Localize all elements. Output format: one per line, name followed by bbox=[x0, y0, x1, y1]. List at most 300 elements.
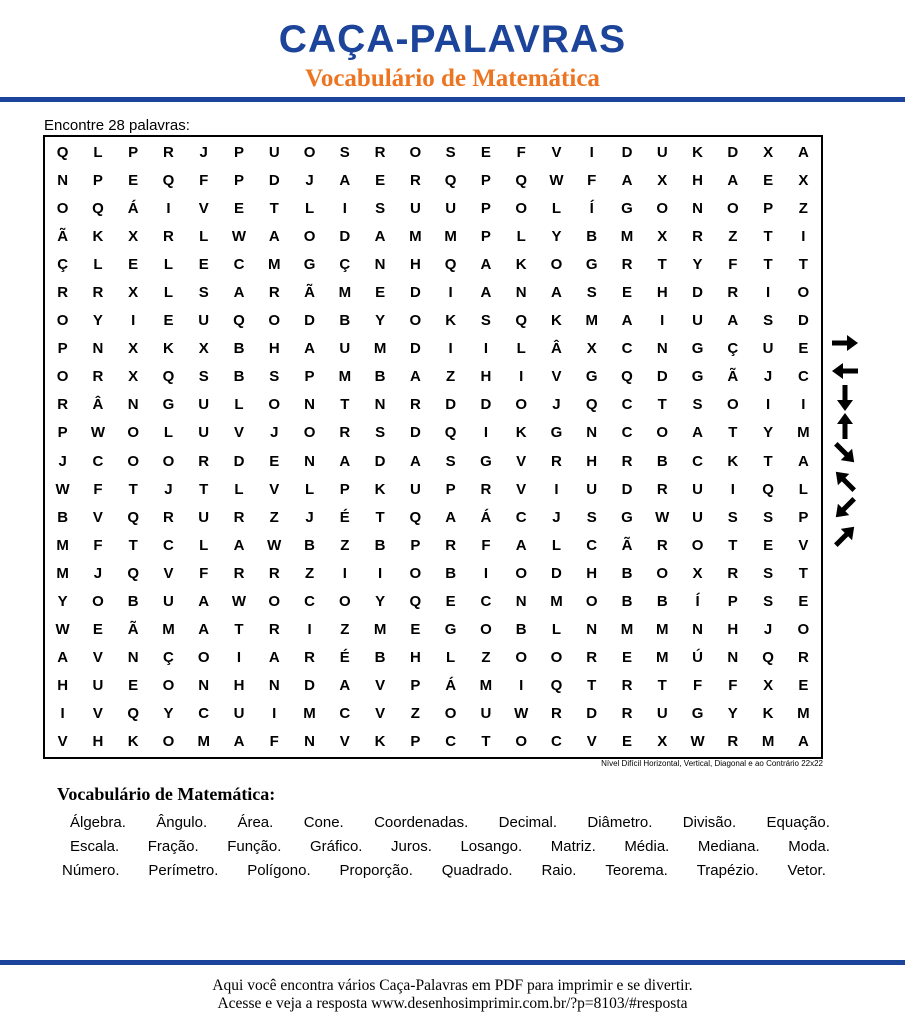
grid-cell[interactable]: V bbox=[586, 733, 597, 751]
grid-cell[interactable]: O bbox=[515, 649, 527, 667]
grid-cell[interactable]: N bbox=[198, 677, 210, 695]
grid-cell[interactable]: O bbox=[56, 312, 69, 330]
grid-cell[interactable]: K bbox=[692, 143, 703, 161]
grid-cell[interactable]: I bbox=[519, 677, 524, 695]
grid-cell[interactable]: R bbox=[163, 508, 174, 526]
grid-cell[interactable]: X bbox=[798, 171, 809, 189]
grid-cell[interactable]: É bbox=[339, 649, 350, 667]
grid-cell[interactable]: O bbox=[515, 396, 527, 414]
grid-cell[interactable]: R bbox=[621, 255, 633, 273]
grid-cell[interactable]: Z bbox=[410, 705, 420, 723]
grid-cell[interactable]: O bbox=[56, 368, 69, 386]
grid-cell[interactable]: G bbox=[691, 368, 704, 386]
grid-cell[interactable]: O bbox=[515, 199, 527, 217]
grid-cell[interactable]: N bbox=[656, 340, 668, 358]
grid-cell[interactable]: Á bbox=[445, 677, 457, 695]
grid-cell[interactable]: K bbox=[727, 452, 739, 470]
grid-cell[interactable]: K bbox=[445, 312, 457, 330]
grid-cell[interactable]: D bbox=[233, 452, 245, 470]
grid-cell[interactable]: R bbox=[621, 705, 633, 723]
grid-cell[interactable]: Y bbox=[57, 592, 68, 610]
grid-cell[interactable]: C bbox=[339, 705, 351, 723]
grid-cell[interactable]: T bbox=[340, 396, 350, 414]
grid-cell[interactable]: T bbox=[798, 255, 808, 273]
grid-cell[interactable]: O bbox=[268, 396, 281, 414]
grid-cell[interactable]: I bbox=[730, 480, 735, 498]
grid-cell[interactable]: Q bbox=[621, 368, 633, 386]
grid-cell[interactable]: B bbox=[233, 340, 245, 358]
grid-cell[interactable]: F bbox=[728, 677, 738, 695]
grid-cell[interactable]: T bbox=[763, 452, 773, 470]
grid-cell[interactable]: D bbox=[409, 340, 421, 358]
grid-cell[interactable]: U bbox=[163, 592, 174, 610]
grid-cell[interactable]: H bbox=[92, 733, 104, 751]
grid-cell[interactable]: O bbox=[656, 564, 669, 582]
grid-cell[interactable]: S bbox=[445, 452, 456, 470]
grid-cell[interactable]: G bbox=[550, 424, 563, 442]
grid-cell[interactable]: Z bbox=[340, 536, 350, 554]
grid-cell[interactable]: B bbox=[515, 621, 527, 639]
grid-cell[interactable]: U bbox=[339, 340, 351, 358]
grid-cell[interactable]: G bbox=[162, 396, 175, 414]
grid-cell[interactable]: V bbox=[92, 649, 103, 667]
grid-cell[interactable]: E bbox=[798, 340, 809, 358]
grid-cell[interactable]: D bbox=[656, 368, 668, 386]
grid-cell[interactable]: L bbox=[551, 621, 562, 639]
grid-cell[interactable]: L bbox=[93, 255, 103, 273]
grid-cell[interactable]: S bbox=[586, 508, 597, 526]
grid-cell[interactable]: M bbox=[56, 564, 69, 582]
grid-cell[interactable]: O bbox=[338, 592, 351, 610]
grid-cell[interactable]: P bbox=[128, 143, 139, 161]
grid-cell[interactable]: U bbox=[480, 705, 492, 723]
grid-cell[interactable]: T bbox=[728, 424, 738, 442]
grid-cell[interactable]: M bbox=[620, 621, 634, 639]
grid-cell[interactable]: Q bbox=[162, 171, 175, 189]
grid-cell[interactable]: A bbox=[797, 143, 809, 161]
grid-cell[interactable]: I bbox=[131, 312, 136, 330]
grid-cell[interactable]: I bbox=[378, 564, 383, 582]
grid-cell[interactable]: I bbox=[801, 227, 806, 245]
grid-cell[interactable]: Y bbox=[163, 705, 174, 723]
grid-cell[interactable]: A bbox=[339, 677, 351, 695]
grid-cell[interactable]: H bbox=[692, 171, 703, 189]
grid-cell[interactable]: N bbox=[268, 677, 280, 695]
grid-cell[interactable]: N bbox=[727, 649, 739, 667]
grid-cell[interactable]: M bbox=[56, 536, 69, 554]
grid-cell[interactable]: M bbox=[409, 227, 422, 245]
grid-cell[interactable]: D bbox=[586, 705, 598, 723]
grid-cell[interactable]: L bbox=[234, 396, 244, 414]
grid-cell[interactable]: T bbox=[657, 396, 667, 414]
grid-cell[interactable]: X bbox=[128, 283, 139, 301]
grid-cell[interactable]: R bbox=[586, 649, 598, 667]
grid-cell[interactable]: G bbox=[303, 255, 316, 273]
grid-cell[interactable]: E bbox=[92, 621, 103, 639]
grid-cell[interactable]: K bbox=[163, 340, 174, 358]
grid-cell[interactable]: F bbox=[692, 677, 703, 695]
grid-cell[interactable]: U bbox=[198, 424, 210, 442]
grid-cell[interactable]: T bbox=[657, 255, 667, 273]
grid-cell[interactable]: R bbox=[727, 733, 739, 751]
grid-cell[interactable]: O bbox=[515, 733, 527, 751]
grid-cell[interactable]: L bbox=[199, 536, 209, 554]
grid-cell[interactable]: U bbox=[692, 508, 703, 526]
grid-cell[interactable]: Q bbox=[409, 592, 422, 610]
grid-cell[interactable]: B bbox=[127, 592, 139, 610]
grid-cell[interactable]: R bbox=[92, 368, 104, 386]
grid-cell[interactable]: M bbox=[761, 733, 775, 751]
grid-cell[interactable]: F bbox=[199, 171, 209, 189]
grid-cell[interactable]: J bbox=[93, 564, 103, 582]
grid-cell[interactable]: B bbox=[374, 649, 386, 667]
grid-cell[interactable]: E bbox=[621, 733, 632, 751]
grid-cell[interactable]: Q bbox=[550, 677, 563, 695]
grid-cell[interactable]: Q bbox=[444, 424, 457, 442]
grid-cell[interactable]: S bbox=[480, 312, 491, 330]
grid-cell[interactable]: R bbox=[727, 564, 739, 582]
grid-cell[interactable]: R bbox=[163, 143, 174, 161]
grid-cell[interactable]: X bbox=[128, 368, 139, 386]
grid-cell[interactable]: Â bbox=[92, 396, 104, 414]
grid-cell[interactable]: M bbox=[197, 733, 210, 751]
grid-cell[interactable]: E bbox=[798, 592, 809, 610]
grid-cell[interactable]: R bbox=[233, 564, 245, 582]
grid-cell[interactable]: C bbox=[551, 733, 562, 751]
grid-cell[interactable]: B bbox=[339, 312, 351, 330]
grid-cell[interactable]: R bbox=[268, 621, 280, 639]
grid-cell[interactable]: K bbox=[515, 255, 527, 273]
grid-cell[interactable]: Y bbox=[92, 312, 103, 330]
grid-cell[interactable]: R bbox=[445, 536, 457, 554]
grid-cell[interactable]: G bbox=[621, 199, 633, 217]
grid-cell[interactable]: T bbox=[234, 621, 244, 639]
grid-cell[interactable]: V bbox=[798, 536, 809, 554]
grid-cell[interactable]: O bbox=[797, 283, 810, 301]
grid-cell[interactable]: N bbox=[92, 340, 104, 358]
grid-cell[interactable]: D bbox=[551, 564, 562, 582]
grid-cell[interactable]: O bbox=[409, 564, 422, 582]
grid-cell[interactable]: D bbox=[304, 312, 315, 330]
grid-cell[interactable]: U bbox=[198, 508, 210, 526]
grid-cell[interactable]: I bbox=[660, 312, 665, 330]
grid-cell[interactable]: V bbox=[92, 705, 103, 723]
grid-cell[interactable]: X bbox=[657, 733, 668, 751]
grid-cell[interactable]: L bbox=[93, 143, 103, 161]
grid-cell[interactable]: I bbox=[519, 368, 524, 386]
grid-cell[interactable]: G bbox=[621, 508, 633, 526]
grid-cell[interactable]: I bbox=[554, 480, 559, 498]
grid-cell[interactable]: D bbox=[621, 480, 633, 498]
grid-cell[interactable]: V bbox=[57, 733, 68, 751]
grid-cell[interactable]: Q bbox=[585, 396, 598, 414]
grid-cell[interactable]: A bbox=[445, 508, 457, 526]
grid-cell[interactable]: P bbox=[233, 171, 244, 189]
grid-cell[interactable]: C bbox=[515, 508, 527, 526]
grid-cell[interactable]: O bbox=[550, 255, 563, 273]
grid-cell[interactable]: T bbox=[199, 480, 209, 498]
grid-cell[interactable]: E bbox=[128, 171, 139, 189]
grid-cell[interactable]: A bbox=[268, 649, 280, 667]
grid-cell[interactable]: O bbox=[726, 396, 739, 414]
grid-cell[interactable]: D bbox=[339, 227, 351, 245]
grid-cell[interactable]: A bbox=[198, 621, 210, 639]
grid-cell[interactable]: N bbox=[127, 649, 139, 667]
grid-cell[interactable]: P bbox=[410, 677, 421, 695]
grid-cell[interactable]: I bbox=[483, 424, 488, 442]
grid-cell[interactable]: N bbox=[586, 621, 598, 639]
grid-cell[interactable]: Y bbox=[692, 255, 703, 273]
grid-cell[interactable]: V bbox=[375, 677, 386, 695]
grid-cell[interactable]: H bbox=[233, 677, 245, 695]
grid-cell[interactable]: M bbox=[550, 592, 563, 610]
grid-cell[interactable]: Ç bbox=[57, 255, 69, 273]
grid-cell[interactable]: E bbox=[375, 171, 386, 189]
grid-cell[interactable]: A bbox=[233, 283, 245, 301]
grid-cell[interactable]: S bbox=[727, 508, 738, 526]
grid-cell[interactable]: V bbox=[269, 480, 280, 498]
grid-cell[interactable]: K bbox=[127, 733, 139, 751]
grid-cell[interactable]: L bbox=[304, 199, 315, 217]
grid-cell[interactable]: X bbox=[763, 143, 774, 161]
grid-cell[interactable]: X bbox=[763, 677, 774, 695]
grid-cell[interactable]: L bbox=[551, 199, 562, 217]
grid-cell[interactable]: J bbox=[305, 171, 314, 189]
grid-cell[interactable]: N bbox=[127, 396, 139, 414]
grid-cell[interactable]: O bbox=[56, 199, 69, 217]
grid-cell[interactable]: I bbox=[589, 143, 594, 161]
grid-cell[interactable]: C bbox=[198, 705, 210, 723]
grid-cell[interactable]: M bbox=[444, 227, 457, 245]
grid-cell[interactable]: C bbox=[692, 452, 703, 470]
grid-cell[interactable]: I bbox=[236, 649, 242, 667]
grid-cell[interactable]: T bbox=[481, 733, 491, 751]
grid-cell[interactable]: O bbox=[656, 199, 669, 217]
grid-cell[interactable]: Z bbox=[340, 621, 350, 639]
grid-cell[interactable]: E bbox=[763, 536, 774, 554]
grid-cell[interactable]: O bbox=[162, 733, 175, 751]
grid-cell[interactable]: E bbox=[269, 452, 280, 470]
grid-cell[interactable]: D bbox=[480, 396, 492, 414]
grid-cell[interactable]: U bbox=[198, 396, 210, 414]
grid-cell[interactable]: I bbox=[307, 621, 312, 639]
grid-cell[interactable]: Q bbox=[162, 368, 175, 386]
grid-cell[interactable]: Q bbox=[515, 312, 527, 330]
grid-cell[interactable]: H bbox=[57, 677, 69, 695]
grid-cell[interactable]: V bbox=[163, 564, 174, 582]
grid-cell[interactable]: L bbox=[798, 480, 808, 498]
grid-cell[interactable]: R bbox=[233, 508, 245, 526]
grid-cell[interactable]: B bbox=[621, 592, 633, 610]
grid-cell[interactable]: R bbox=[797, 649, 809, 667]
grid-cell[interactable]: R bbox=[163, 227, 174, 245]
grid-cell[interactable]: R bbox=[692, 227, 703, 245]
grid-cell[interactable]: M bbox=[656, 649, 669, 667]
grid-cell[interactable]: A bbox=[727, 171, 739, 189]
grid-cell[interactable]: M bbox=[797, 705, 810, 723]
grid-cell[interactable]: P bbox=[57, 424, 68, 442]
grid-cell[interactable]: B bbox=[621, 564, 633, 582]
grid-cell[interactable]: V bbox=[551, 368, 562, 386]
grid-cell[interactable]: R bbox=[304, 649, 315, 667]
grid-cell[interactable]: M bbox=[585, 312, 598, 330]
grid-cell[interactable]: P bbox=[57, 340, 68, 358]
grid-cell[interactable]: H bbox=[480, 368, 492, 386]
grid-cell[interactable]: G bbox=[691, 705, 704, 723]
grid-cell[interactable]: Ã bbox=[621, 536, 633, 554]
grid-cell[interactable]: S bbox=[763, 508, 774, 526]
grid-cell[interactable]: J bbox=[305, 508, 314, 526]
grid-cell[interactable]: É bbox=[339, 508, 350, 526]
grid-cell[interactable]: E bbox=[480, 143, 491, 161]
grid-cell[interactable]: F bbox=[199, 564, 209, 582]
grid-cell[interactable]: P bbox=[339, 480, 350, 498]
grid-cell[interactable]: R bbox=[409, 171, 421, 189]
grid-cell[interactable]: K bbox=[374, 480, 386, 498]
grid-cell[interactable]: K bbox=[762, 705, 774, 723]
grid-cell[interactable]: Í bbox=[589, 199, 594, 217]
grid-cell[interactable]: Z bbox=[269, 508, 279, 526]
grid-cell[interactable]: K bbox=[374, 733, 386, 751]
grid-cell[interactable]: J bbox=[552, 508, 561, 526]
grid-cell[interactable]: M bbox=[373, 340, 387, 358]
grid-cell[interactable]: R bbox=[480, 480, 492, 498]
grid-cell[interactable]: P bbox=[480, 199, 491, 217]
grid-cell[interactable]: X bbox=[198, 340, 209, 358]
grid-cell[interactable]: P bbox=[798, 508, 809, 526]
grid-cell[interactable]: O bbox=[550, 649, 563, 667]
grid-cell[interactable]: O bbox=[303, 424, 316, 442]
grid-cell[interactable]: A bbox=[727, 312, 739, 330]
grid-cell[interactable]: M bbox=[479, 677, 493, 695]
grid-cell[interactable]: S bbox=[198, 368, 209, 386]
grid-cell[interactable]: E bbox=[163, 312, 174, 330]
grid-cell[interactable]: O bbox=[268, 312, 281, 330]
grid-cell[interactable]: B bbox=[304, 536, 315, 554]
grid-cell[interactable]: A bbox=[233, 733, 245, 751]
grid-cell[interactable]: B bbox=[233, 368, 245, 386]
grid-cell[interactable]: S bbox=[375, 424, 386, 442]
grid-cell[interactable]: R bbox=[268, 283, 280, 301]
grid-cell[interactable]: L bbox=[446, 649, 456, 667]
grid-cell[interactable]: H bbox=[268, 340, 280, 358]
grid-cell[interactable]: A bbox=[57, 649, 69, 667]
grid-cell[interactable]: R bbox=[621, 452, 633, 470]
grid-cell[interactable]: G bbox=[585, 368, 598, 386]
grid-cell[interactable]: P bbox=[445, 480, 456, 498]
grid-cell[interactable]: D bbox=[621, 143, 633, 161]
grid-cell[interactable]: F bbox=[728, 255, 738, 273]
grid-cell[interactable]: C bbox=[621, 340, 633, 358]
grid-cell[interactable]: D bbox=[727, 143, 739, 161]
grid-cell[interactable]: Q bbox=[444, 255, 457, 273]
grid-cell[interactable]: R bbox=[268, 564, 280, 582]
grid-cell[interactable]: M bbox=[268, 255, 281, 273]
grid-cell[interactable]: H bbox=[656, 283, 668, 301]
grid-cell[interactable]: Ú bbox=[692, 649, 703, 667]
grid-cell[interactable]: B bbox=[656, 452, 668, 470]
grid-cell[interactable]: J bbox=[763, 368, 773, 386]
grid-cell[interactable]: X bbox=[657, 171, 668, 189]
grid-cell[interactable]: R bbox=[339, 424, 351, 442]
grid-cell[interactable]: G bbox=[444, 621, 457, 639]
grid-cell[interactable]: A bbox=[198, 592, 210, 610]
grid-cell[interactable]: Q bbox=[127, 564, 139, 582]
grid-cell[interactable]: L bbox=[516, 227, 526, 245]
grid-cell[interactable]: S bbox=[763, 564, 774, 582]
grid-cell[interactable]: W bbox=[90, 424, 105, 442]
grid-cell[interactable]: E bbox=[763, 171, 774, 189]
grid-cell[interactable]: C bbox=[480, 592, 492, 610]
grid-cell[interactable]: Q bbox=[233, 312, 245, 330]
grid-cell[interactable]: Q bbox=[444, 171, 457, 189]
grid-cell[interactable]: U bbox=[409, 480, 421, 498]
grid-cell[interactable]: E bbox=[445, 592, 456, 610]
grid-cell[interactable]: Y bbox=[375, 592, 386, 610]
grid-cell[interactable]: M bbox=[303, 705, 316, 723]
grid-cell[interactable]: O bbox=[480, 621, 492, 639]
grid-cell[interactable]: Q bbox=[409, 508, 422, 526]
grid-cell[interactable]: V bbox=[375, 705, 386, 723]
grid-cell[interactable]: M bbox=[162, 621, 175, 639]
grid-cell[interactable]: O bbox=[726, 199, 739, 217]
grid-cell[interactable]: U bbox=[92, 677, 104, 695]
grid-cell[interactable]: N bbox=[515, 283, 527, 301]
grid-cell[interactable]: A bbox=[374, 227, 386, 245]
grid-cell[interactable]: P bbox=[410, 536, 421, 554]
grid-cell[interactable]: K bbox=[515, 424, 527, 442]
grid-cell[interactable]: L bbox=[163, 255, 174, 273]
grid-cell[interactable]: J bbox=[552, 396, 561, 414]
grid-cell[interactable]: L bbox=[304, 480, 315, 498]
grid-cell[interactable]: Ç bbox=[339, 255, 351, 273]
grid-cell[interactable]: D bbox=[409, 283, 421, 301]
grid-cell[interactable]: T bbox=[798, 564, 808, 582]
grid-cell[interactable]: J bbox=[199, 143, 208, 161]
grid-cell[interactable]: O bbox=[515, 564, 527, 582]
grid-cell[interactable]: U bbox=[586, 480, 598, 498]
grid-cell[interactable]: J bbox=[270, 424, 279, 442]
grid-cell[interactable]: O bbox=[268, 592, 281, 610]
grid-cell[interactable]: M bbox=[620, 227, 634, 245]
grid-cell[interactable]: R bbox=[92, 283, 104, 301]
grid-cell[interactable]: V bbox=[198, 199, 209, 217]
grid-cell[interactable]: D bbox=[692, 283, 703, 301]
grid-cell[interactable]: T bbox=[728, 536, 738, 554]
grid-cell[interactable]: L bbox=[163, 424, 174, 442]
grid-cell[interactable]: X bbox=[657, 227, 668, 245]
grid-cell[interactable]: J bbox=[763, 621, 773, 639]
grid-cell[interactable]: I bbox=[448, 283, 453, 301]
grid-cell[interactable]: H bbox=[586, 564, 598, 582]
grid-cell[interactable]: Y bbox=[551, 227, 562, 245]
grid-cell[interactable]: I bbox=[166, 199, 171, 217]
grid-cell[interactable]: A bbox=[621, 312, 633, 330]
grid-cell[interactable]: Í bbox=[695, 592, 700, 610]
grid-cell[interactable]: Q bbox=[515, 171, 527, 189]
grid-cell[interactable]: M bbox=[797, 424, 810, 442]
grid-cell[interactable]: I bbox=[448, 340, 453, 358]
grid-cell[interactable]: C bbox=[621, 396, 633, 414]
grid-cell[interactable]: B bbox=[586, 227, 598, 245]
grid-cell[interactable]: N bbox=[304, 452, 315, 470]
grid-cell[interactable]: N bbox=[692, 199, 703, 217]
grid-cell[interactable]: P bbox=[480, 171, 491, 189]
grid-cell[interactable]: S bbox=[375, 199, 386, 217]
grid-cell[interactable]: A bbox=[480, 283, 492, 301]
grid-cell[interactable]: Y bbox=[375, 312, 386, 330]
grid-cell[interactable]: D bbox=[797, 312, 809, 330]
